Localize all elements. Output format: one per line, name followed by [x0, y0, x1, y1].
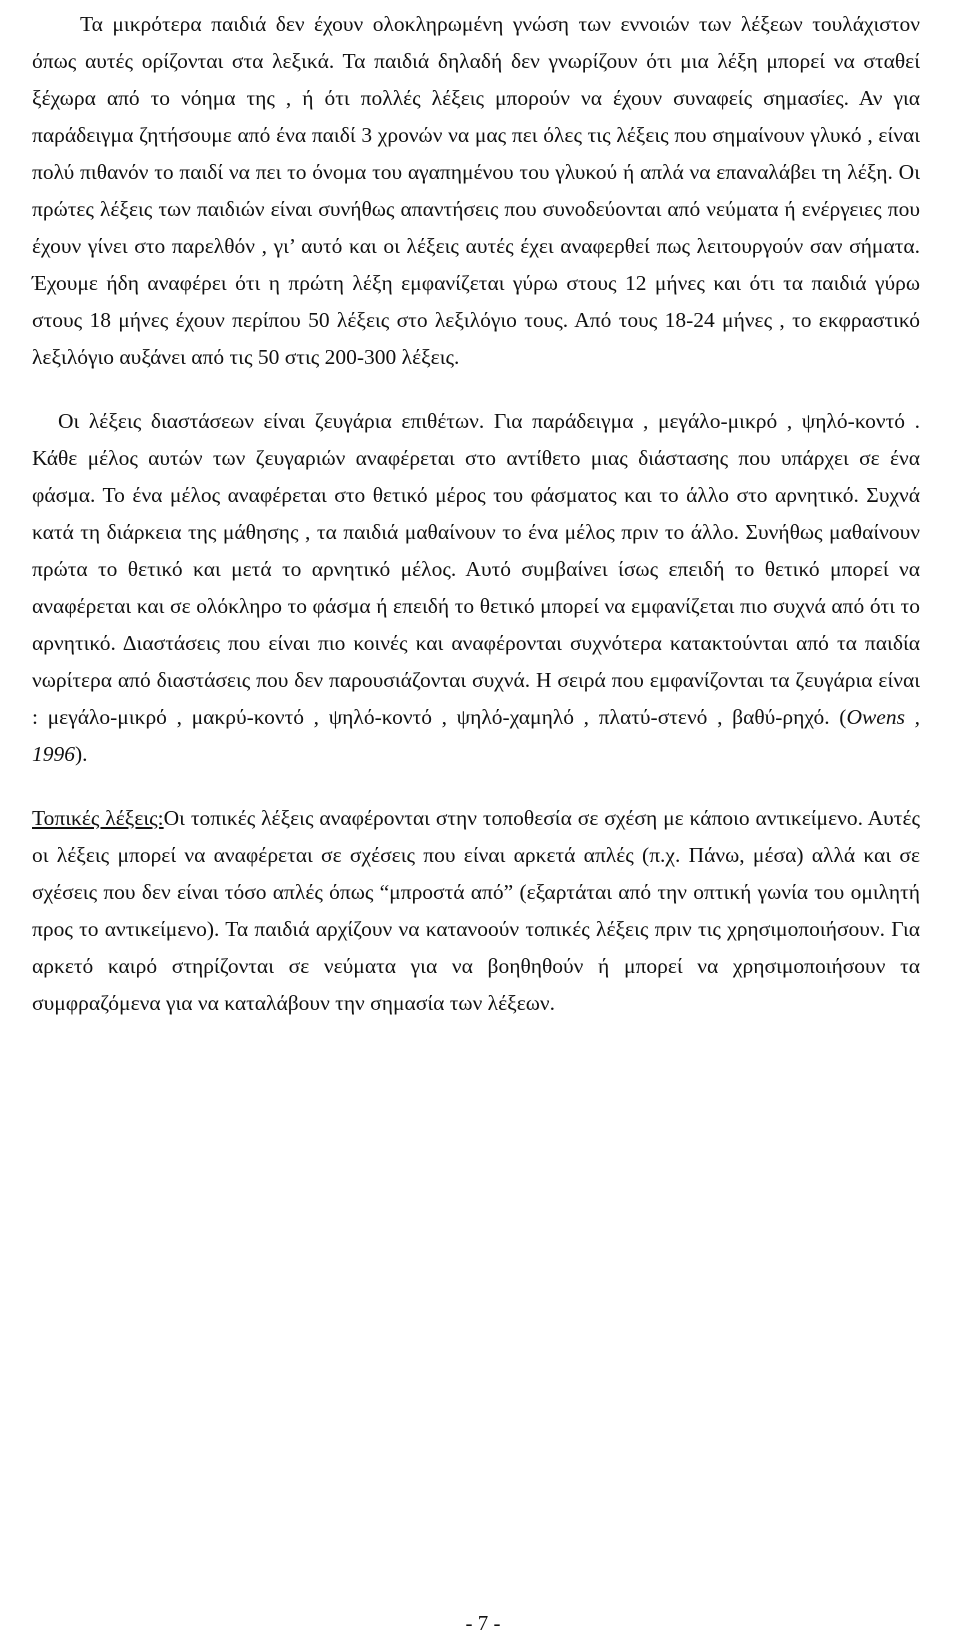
section-heading: Τοπικές λέξεις:: [32, 806, 164, 830]
paragraph-body-text: Οι λέξεις διαστάσεων είναι ζευγάρια επιθέτων. Για παράδειγμα , μεγάλο-μικρό , ψηλό-κοντό . Κάθε μέλος αυτών των ζευγαριών αναφέρεται στο αντίθετο μιας διάστασης που υπάρχει σε ένα φάσμα. Το ένα μέλος αναφέρεται στο θετικό μέρος του φάσματος και το άλλο στο αρνητικό. Συχνά κατά τη διάρκεια της μάθησης , τα παιδιά μαθαίνουν το ένα μέλος πριν το άλλο. Συνήθως μαθαίνουν πρώτα το θετικό και μετά το αρνητικό μέλος. Αυτό συμβαίνει ίσως επειδή το θετικό μπορεί να αναφέρεται και σε ολόκληρο το φάσμα ή επειδή το θετικό μπορεί να εμφανίζεται πιο συχνά από ότι το αρνητικό. Διαστάσεις που είναι πιο κοινές και αναφέρονται συχνότερα κατακτούνται από τα παιδία νωρίτερα από διαστάσεις που δεν παρουσιάζονται συχνά. Η σειρά που εμφανίζονται τα ζευγάρια είναι : μεγάλο-μικρό , μακρύ-κοντό , ψηλό-κοντό , ψηλό-χαμηλό , πλατύ-στενό , βαθύ-ρηχό. (: [32, 409, 920, 729]
paragraph-locative-words: [32, 800, 920, 1022]
paragraph-body-text: Οι τοπικές λέξεις αναφέρονται στην τοποθεσία σε σχέση με κάποιο αντικείμενο. Αυτές οι λέξεις μπορεί να αναφέρεται σε σχέσεις που είναι αρκετά απλές (π.χ. Πάνω, μέσα) αλλά και σε σχέσεις που δεν είναι τόσο απλές όπως “μπροστά από” (εξαρτάται από την οπτική γωνία του ομιλητή προς το αντικείμενο). Τα παιδιά αρχίζουν να κατανοούν τοπικές λέξεις πριν τις χρησιμοποιήσουν. Για αρκετό καιρό στηρίζονται σε νεύματα για να βοηθηθούν ή μπορεί να χρησιμοποιήσουν τα συμφραζόμενα για να καταλάβουν την σημασία των λέξεων.: [32, 806, 920, 1015]
page-number: - 7 -: [465, 1611, 501, 1635]
citation-closing: ).: [75, 742, 88, 766]
paragraph-vocabulary-development: Τα μικρότερα παιδιά δεν έχουν ολοκληρωμένη γνώση των εννοιών των λέξεων τουλάχιστον όπως αυτές ορίζονται στα λεξικά. Τα παιδιά δηλαδή δεν γνωρίζουν ότι μια λέξη μπορεί να σταθεί ξέχωρα από το νόημα της , ή ότι πολλές λέξεις μπορούν να έχουν συναφείς σημασίες. Αν για παράδειγμα ζητήσουμε από ένα παιδί 3 χρονών να μας πει όλες τις λέξεις που σημαίνουν γλυκό , είναι πολύ πιθανόν το παιδί να πει το όνομα του αγαπημένου του γλυκού ή απλά να επαναλάβει τη λέξη. Οι πρώτες λέξεις των παιδιών είναι συνήθως απαντήσεις που συνοδεύονται από νεύματα ή ενέργειες που έχουν γίνει στο παρελθόν , γι’ αυτό και οι λέξεις αυτές έχει αναφερθεί πως λειτουργούν σαν σήματα. Έχουμε ήδη αναφέρει ότι η πρώτη λέξη εμφανίζεται γύρω στους 12 μήνες και ότι τα παιδιά γύρω στους 18 μήνες έχουν περίπου 50 λέξεις στο λεξιλόγιο τους. Από τους 18-24 μήνες , το εκφραστικό λεξιλόγιο αυξάνει από τις 50 στις 200-300 λέξεις.: [32, 12, 920, 369]
document-page: [32, 6, 920, 1022]
paragraph-dimension-words: [32, 403, 920, 773]
citation: Owens , 1996: [32, 705, 921, 766]
